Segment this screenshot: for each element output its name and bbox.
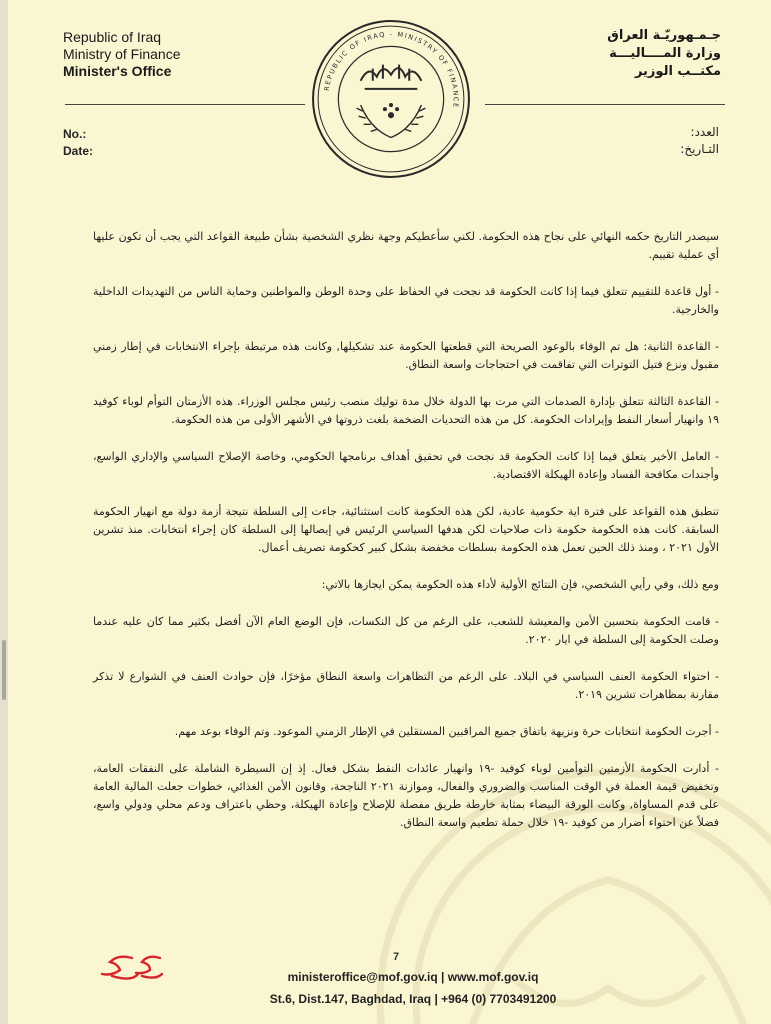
header-divider-left <box>65 104 305 105</box>
paragraph: - قامت الحكومة بتحسين الأمن والمعيشة للشعب، على الرغم من كل النكسات، فإن الوضع العام الآن أفضل بكثير مما كان عليه عندما وصلت الحكومة إلى السلطة في ايار ٢٠٢٠. <box>93 615 719 646</box>
footer-contact: ministeroffice@mof.gov.iq | www.mof.gov.iq <box>287 970 539 984</box>
paragraph: تنطبق هذه القواعد على فترة اية حكومية عادية، لكن هذه الحكومة كانت استثنائية، جاءت إلى السلطة نتيجة أزمة دولة مع انهيار الحكومة السابقة. كانت هذه الحكومة حكومة ذات صلاحيات لكن هدفها السياسي الرئيس في إيصالها إلى السلطة كان إجراء انتخابات. منذ تشرين الأول ٢٠٢١ ، ومنذ ذلك الحين تعمل هذه الحكومة بسلطات مخفضة بشكل كبير كحكومة تصريف أعمال. <box>93 505 719 554</box>
header-english <box>63 29 263 80</box>
svg-text:REPUBLIC OF IRAQ - MINISTRY OF: REPUBLIC OF IRAQ - MINISTRY OF FINANCE <box>322 30 460 110</box>
footer <box>248 966 578 1010</box>
ministry-name: Ministry of Finance <box>63 46 181 62</box>
number-label-ar: العدد: <box>690 125 719 139</box>
paragraph: - أول قاعدة للتقييم تتعلق فيما إذا كانت الحكومة قد نجحت في الحفاظ على وحدة الوطن والمواطنين وحماية الناس من التهديدات الداخلية والخارجية. <box>93 285 719 316</box>
number-label: No.: <box>63 127 87 141</box>
office-name-ar: مكتــب الوزير <box>634 64 721 79</box>
letter-body <box>93 228 719 851</box>
date-label-ar: التـاريخ: <box>680 142 719 156</box>
ministry-name-ar: وزارة المــــاليـــة <box>609 46 721 61</box>
paragraph: ومع ذلك، وفي رأيي الشخصي، فإن النتائج الأولية لأداء هذه الحكومة يمكن ايجازها بالاتي: <box>321 578 719 591</box>
paragraph: سيصدر التاريخ حكمه النهائي على نجاح هذه الحكومة. لكني سأعطيكم وجهة نظري الشخصية بشأن طبيعة القواعد التي يجب أن تكون عليها أي عملية تقييم. <box>93 230 719 261</box>
scrollbar-track[interactable] <box>0 0 8 1024</box>
date-label: Date: <box>63 144 94 158</box>
paragraph: - القاعدة الثالثة تتعلق بإدارة الصدمات التي مرت بها الدولة خلال مدة توليك منصب رئيس مجلس الوزراء. هذه الأزمتان التوأم لوباء كوفيد ١٩ وانهيار أسعار النفط وإيرادات الحكومة. كل من هذه التحديات الضخمة بلغت ذروتها في الأشهر الأولى من هذه الحكومة. <box>93 395 719 426</box>
country-name: Republic of Iraq <box>63 29 162 45</box>
page-number: 7 <box>393 951 400 963</box>
office-name: Minister's Office <box>63 63 172 79</box>
document-page <box>8 0 771 1024</box>
signature-icon <box>98 950 168 984</box>
paragraph: - احتواء الحكومة العنف السياسي في البلاد. على الرغم من التظاهرات واسعة النطاق مؤخرًا، فإن حوادث العنف في الشوارع لا تذكر مقارنة بمظاهرات تشرين ٢٠١٩. <box>93 670 719 701</box>
paragraph: - أدارت الحكومة الأزمتين التوأمين لوباء كوفيد -١٩ وانهيار عائدات النفط بشكل فعال. إذ إن السيطرة الشاملة على النفقات العامة، وتخفيض قيمة العملة في الوقت المناسب والضروري والفعال، وموازنة ٢٠٢١ الناجحة، وقانون الأمن الغذائي، خطوات جعلت المالية العامة على قدم المساواة, وكانت الورقة البيضاء بمثابة خارطة طريق مفصلة للإصلاح وإعادة الهيكلة، وحظي باعتراف ودعم محلي ودولي واسع، فضلاً عن احتواء أضرار من كوفيد -١٩ خلال حملة تطعيم واسعة النطاق. <box>93 762 720 829</box>
paragraph: - أجرت الحكومة انتخابات حرة ونزيهة باتفاق جميع المراقبين المستقلين في الإطار الزمني الموعود. وتم الوفاء بوعد مهم. <box>174 725 719 738</box>
footer-address: St.6, Dist.147, Baghdad, Iraq | +964 (0) 7703491200 <box>269 992 557 1006</box>
country-name-ar: جـمـهوريّـة العراق <box>607 28 721 43</box>
header-divider-right <box>485 104 725 105</box>
ministry-seal-icon <box>310 18 472 180</box>
header-arabic <box>521 27 721 81</box>
scrollbar-thumb[interactable] <box>2 640 6 700</box>
paragraph: - العامل الأخير يتعلق فيما إذا كانت الحكومة قد نجحت في تحقيق أهداف برنامجها الحكومي، وخاصة الإصلاح السياسي والإداري الواسع، وأجندات مكافحة الفساد وإعادة الهيكلة الاقتصادية. <box>93 450 719 481</box>
paragraph: - القاعدة الثانية: هل تم الوفاء بالوعود الصريحة التي قطعتها الحكومة عند تشكيلها, وكانت هذه مرتبطة بإجراء الانتخابات في إطار زمني مقبول ونزع فتيل التوترات التي تفاقمت في احتجاجات واسعة النطاق. <box>93 340 719 371</box>
